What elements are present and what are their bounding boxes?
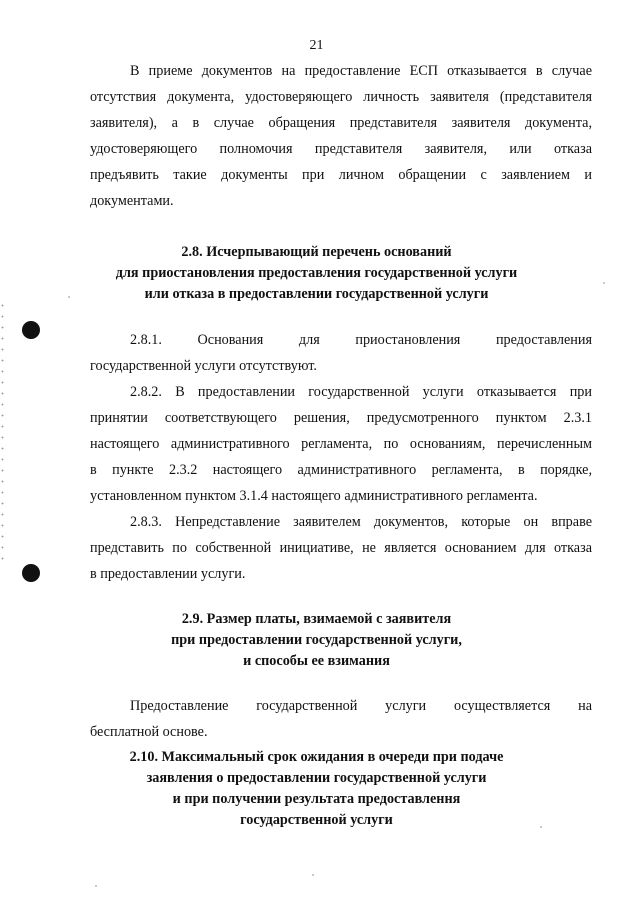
scan-speck (95, 885, 97, 887)
paragraph-line: установленном пунктом 3.1.4 настоящего административного регламента. (90, 488, 538, 504)
paragraph-line: документами. (90, 193, 174, 209)
paragraph-line: заявителя), а в случае обращения представителя заявителя документа, (90, 115, 592, 131)
paragraph-line: отсутствия документа, удостоверяющего личность заявителя (представителя (90, 89, 592, 105)
paragraph-line: 2.8.2. В предоставлении государственной услуги отказывается при (130, 384, 592, 400)
section-heading: или отказа в предоставлении государственной услуги (144, 286, 489, 302)
punch-hole (22, 564, 40, 582)
paragraph-line: в предоставлении услуги. (90, 566, 246, 582)
paragraph-line: принятии соответствующего решения, предусмотренного пунктом 2.3.1 (90, 410, 592, 426)
section-heading: и способы ее взимания (243, 653, 390, 669)
section-heading: при предоставлении государственной услуги, (171, 632, 462, 648)
section-heading: государственной услуги (240, 812, 393, 828)
section-heading: 2.8. Исчерпывающий перечень оснований (181, 244, 452, 260)
paragraph-line: Предоставление государственной услуги осуществляется на (130, 698, 592, 714)
scan-speck (312, 874, 314, 876)
paragraph-line: 2.8.3. Непредставление заявителем документов, которые он вправе (130, 514, 592, 530)
section-heading: заявления о предоставлении государственной услуги (146, 770, 487, 786)
punch-hole (22, 321, 40, 339)
paragraph-line: бесплатной основе. (90, 724, 208, 740)
section-heading: для приостановления предоставления государственной услуги (115, 265, 518, 281)
scan-edge-noise (1, 300, 4, 560)
paragraph-line: 2.8.1. Основания для приостановления предоставления (130, 332, 592, 348)
section-heading: и при получении результата предоставлення (172, 791, 461, 807)
paragraph-line: государственной услуги отсутствуют. (90, 358, 317, 374)
paragraph-line: удостоверяющего полномочия представителя заявителя, или отказа (90, 141, 592, 157)
scan-speck (68, 296, 70, 298)
scan-speck (603, 282, 605, 284)
page-number: 21 (309, 38, 324, 53)
scan-speck (540, 826, 542, 828)
paragraph-line: в пункте 2.3.2 настоящего административного регламента, в порядке, (90, 462, 592, 478)
section-heading: 2.10. Максимальный срок ожидания в очереди при подаче (129, 749, 504, 765)
paragraph-line: В приеме документов на предоставление ЕСП отказывается в случае (130, 63, 592, 79)
paragraph-line: представить по собственной инициативе, не является основанием для отказа (90, 540, 592, 556)
paragraph-line: предъявить такие документы при личном обращении с заявлением и (90, 167, 592, 183)
section-heading: 2.9. Размер платы, взимаемой с заявителя (181, 611, 452, 627)
paragraph-line: настоящего административного регламента, по основаниям, перечисленным (90, 436, 592, 452)
